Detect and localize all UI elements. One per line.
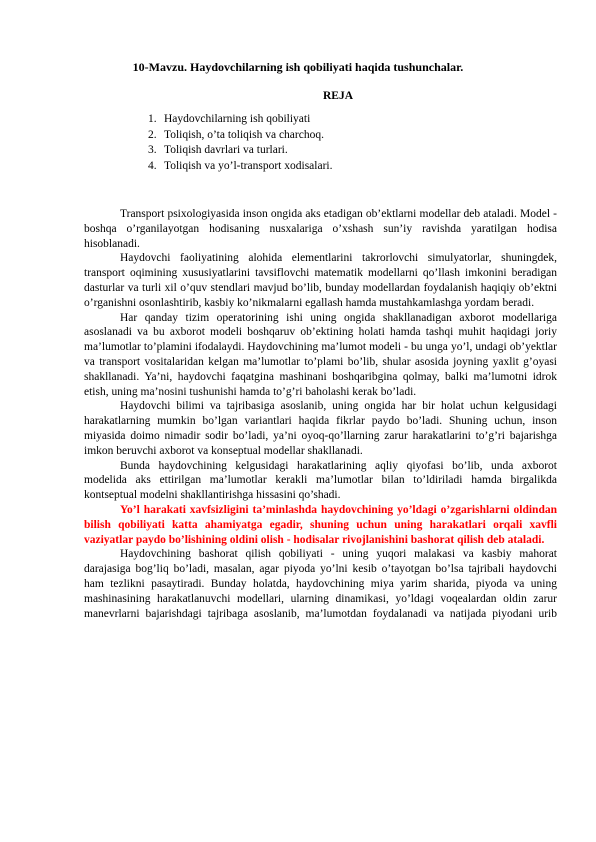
plan-item [148, 143, 332, 159]
plan-item-number: 1. [148, 113, 157, 125]
plan-item-text: Haydovchilarning ish qobiliyati [164, 113, 311, 125]
paragraph: Haydovchi bilimi va tajribasiga asoslanib, uning ongida har bir holat uchun kelgusidagi harakatlarning mumkin bo’lgan variantlari haqida fikrlar paydo bo’ladi. Shuning uchun, inson miyasida doimo nimadir sodir bo’ladi, ya’ni oyoq-qo’llarning zarur harakatlarini to’g’ri bajarishga imkon beruvchi axborot va konseptual modellar shakllanadi. [84, 400, 557, 457]
body-text [84, 207, 557, 621]
plan-item [148, 159, 332, 175]
highlighted-paragraph: Yo’l harakati xavfsizligini ta’minlashda haydovchining yo’ldagi o’zgarishlarni oldindan bilish qobiliyati katta ahamiyatga egadir, shuning uchun uning harakatlari orqali xavfli vaziyatlar paydo bo’lishining oldini olish - hodisalar rivojlanishini bashorat qilish deb ataladi. [84, 503, 557, 546]
document-title: 10-Mavzu. Haydovchilarning ish qobiliyati haqida tushunchalar. [132, 60, 464, 74]
paragraph: Har qanday tizim operatorining ishi uning ongida shakllanadigan axborot modellariga asoslanadi va bu axborot modeli boshqaruv ob’ektining holati hamda tashqi muhit haqidagi joriy ma’lumotlar to’plamini ifodalaydi. Haydovchining ma’lumot modeli - bu unga yo’l, undagi ob’yektlar va transport vositalaridan kelgan ma’lumotlar to’plami bo’lib, shular asosida joyning yaxlit g’oyasi shakllanadi. Ya’ni, haydovchi faqatgina mashinani boshqaribgina qolmay, balki ma’lumotni idrok etish, uning ma’nosini tushunishi hamda to’g’ri baholashi kerak bo’ladi. [84, 311, 557, 398]
plan-item [148, 112, 332, 128]
plan-item-number: 2. [148, 128, 157, 141]
plan-item [148, 128, 332, 144]
plan-item-text: Toliqish, o’ta toliqish va charchoq. [164, 128, 324, 141]
paragraph: Bunda haydovchining kelgusidagi harakatlarining aqliy qiyofasi bo’lib, unda axborot modelida aks ettirilgan ma’lumotlar kerakli ma’lumotlar bilan to’ldiriladi hamda birgalikda kontseptual modelni shakllantirishga hissasini qo’shadi. [84, 459, 557, 502]
paragraph: Transport psixologiyasida inson ongida aks etadigan ob’ektlarni modellar deb ataladi. Model - boshqa o’rganilayotgan hodisaning nusxalariga o’xshash sun’iy ravishda yaratilgan hodisa hisoblanadi. [84, 208, 557, 250]
plan-item-text: Toliqish va yo’l-transport xodisalari. [164, 159, 333, 172]
plan-item-number: 3. [148, 144, 157, 156]
paragraph: Haydovchi faoliyatining alohida elementlarini takrorlovchi simulyatorlar, shuningdek, transport oqimining xususiyatlarini tavsiflovchi matematik modellarni qo’llash imkonini beradigan dasturlar va turli xil o’quv stendlari mavjud bo’lib, bunday modellardan foydalanish haqiqiy ob’ektni o’rganishni osonlashtirib, kasbiy ko’nikmalarni egallash hamda mustahkamlashga yordam beradi. [84, 252, 557, 309]
plan-item-number: 4. [148, 159, 157, 172]
plan-item-text: Toliqish davrlari va turlari. [164, 144, 288, 156]
plan-heading: REJA [322, 90, 354, 102]
final-paragraph: Haydovchining bashorat qilish qobiliyati - uning yuqori malakasi va kasbiy mahorat darajasiga bog’liq bo’ladi, masalan, agar piyoda yo’lni kesib o’tayotgan bo’lsa tajribali haydovchi ham tezlikni pasaytiradi. Bunday holatda, haydovchining miya yarim sharida, piyoda va uning mashinasining harakatlanuvchi modellari, ularning dinamikasi, yo’ldagi voqealardan oldin zarur manevrlarni bajarishdagi tajribaga asoslanib, ma’lumotdan foydalanadi va natijada piyodani urib [84, 548, 557, 620]
plan-list [148, 112, 332, 174]
